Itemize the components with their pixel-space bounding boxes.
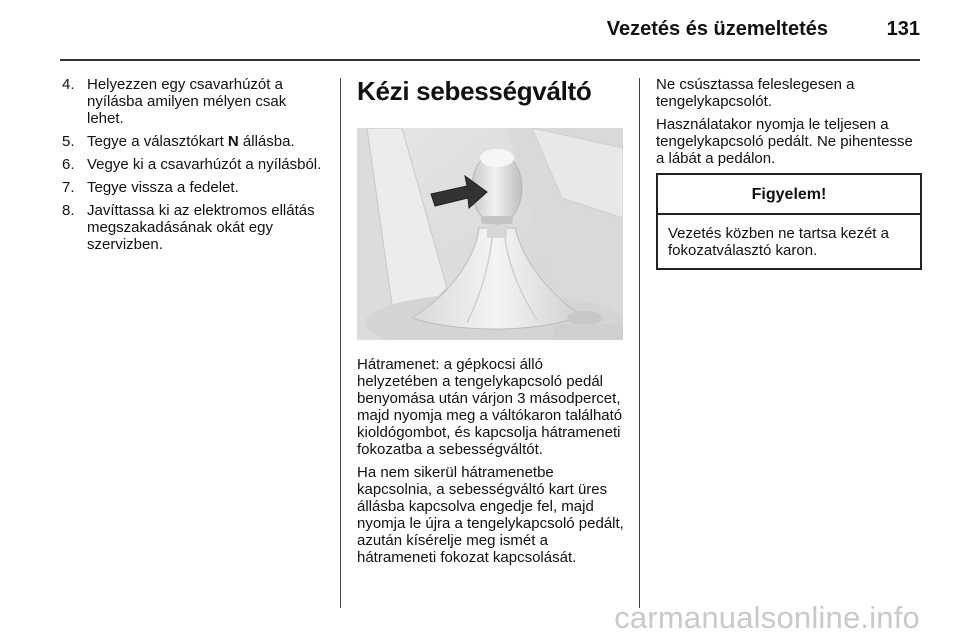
running-header-title: Vezetés és üzemeltetés — [606, 18, 828, 40]
clutch-usage-paragraph: Használatakor nyomja le teljesen a tengelykapcsoló pedált. Ne pihentesse a lábát a pedálon. — [656, 116, 913, 167]
right-column — [656, 76, 922, 270]
step-text: Tegye vissza a fedelet. — [87, 179, 239, 196]
gear-lever-illustration — [357, 128, 623, 340]
step-number: 4. — [62, 76, 75, 93]
header-rule — [60, 59, 920, 61]
warning-box — [656, 173, 922, 270]
step-text: Tegye a választókart — [87, 133, 228, 150]
step-text: Vegye ki a csavarhúzót a nyílásból. — [87, 156, 322, 173]
steps-list — [62, 76, 327, 253]
step-item — [62, 179, 327, 196]
step-item — [62, 133, 327, 150]
step-item — [62, 76, 327, 127]
middle-column — [357, 76, 625, 572]
warning-title: Figyelem! — [658, 175, 920, 215]
column-divider-left — [340, 78, 341, 608]
neutral-position-label: N — [227, 133, 239, 150]
clutch-paragraph: Ne csúsztassa feleslegesen a tengelykapcsolót. — [656, 76, 855, 110]
step-number: 7. — [62, 179, 75, 196]
step-number: 8. — [62, 202, 75, 219]
step-text: Javíttassa ki az elektromos ellátás megszakadásának okát egy szervizben. — [87, 202, 315, 253]
gear-shift-knob-image — [357, 128, 623, 340]
column-divider-right — [639, 78, 640, 608]
left-column — [62, 76, 327, 259]
step-number: 6. — [62, 156, 75, 173]
step-text: Helyezzen egy csavarhúzót a nyílásba amilyen mélyen csak lehet. — [87, 76, 287, 127]
reverse-retry-paragraph: Ha nem sikerül hátramenetbe kapcsolnia, a sebességváltó kart üres állásba kapcsolva engedje fel, majd nyomja le újra a tengelykapcsoló pedált, azután kísérelje meg ismét a hátrameneti fokozat kapcsolását. — [357, 464, 624, 566]
step-number: 5. — [62, 133, 75, 150]
warning-text: Vezetés közben ne tartsa kezét a fokozatválasztó karon. — [668, 225, 889, 259]
section-title: Kézi sebességváltó — [357, 76, 592, 106]
step-item — [62, 156, 327, 173]
reverse-gear-paragraph: Hátramenet: a gépkocsi álló helyzetében a tengelykapcsoló pedál benyomása után várjon 3 másodpercet, majd nyomja meg a váltókaron található kioldógombot, és kapcsolja hátrameneti fokozatba a sebességváltót. — [357, 356, 623, 458]
page-number: 131 — [886, 18, 920, 40]
step-item — [62, 202, 327, 253]
watermark-text: carmanualsonline.info — [614, 600, 920, 635]
step-text-end: állásba. — [238, 133, 295, 150]
